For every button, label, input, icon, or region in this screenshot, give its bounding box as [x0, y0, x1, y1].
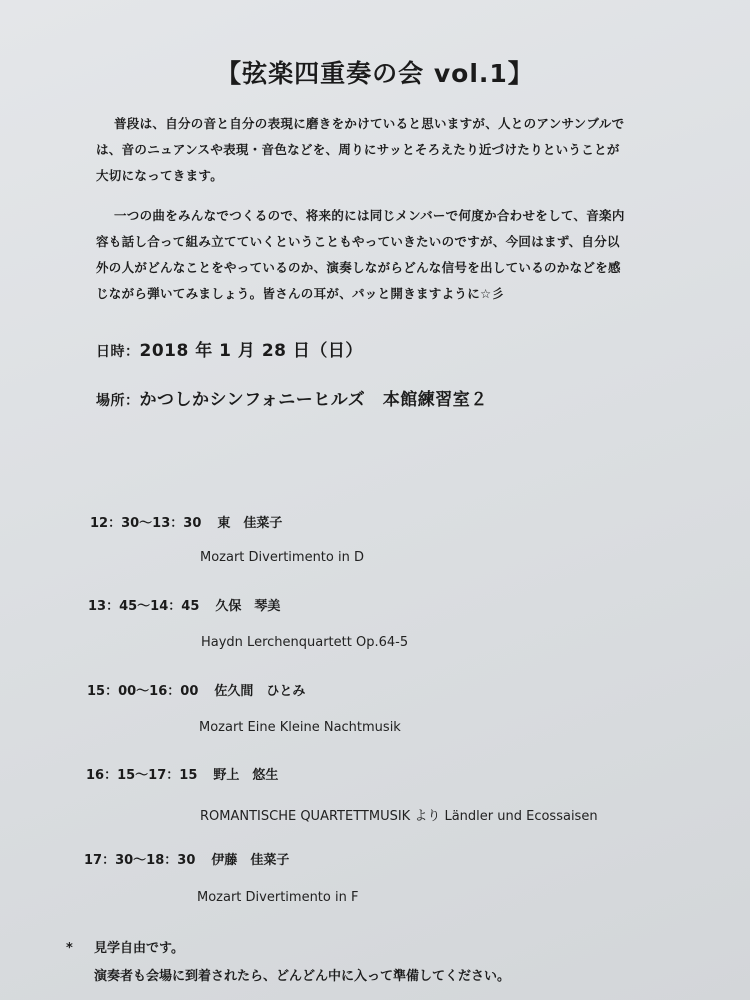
- note-text: 見学自由です。: [94, 941, 184, 956]
- intro-line: じながら弾いてみましょう。皆さんの耳が、パッと開きますように☆彡: [96, 286, 505, 301]
- schedule-slot: [87, 680, 305, 699]
- intro-line: は、音のニュアンスや表現・音色などを、周りにサッとそろえたり近づけたりということが: [96, 142, 620, 157]
- intro-paragraph-1: [96, 111, 696, 189]
- event-date: [96, 336, 363, 361]
- intro-line: 大切になってきます。: [96, 168, 224, 183]
- slot-piece: ROMANTISCHE QUARTETTMUSIK より Ländler und Ecossaisen: [200, 809, 598, 824]
- slot-time: 15：00～16：00: [87, 684, 199, 699]
- date-value: 2018 年 1 月 28 日（日）: [139, 341, 363, 361]
- intro-line: 普段は、自分の音と自分の表現に磨きをかけていると思いますが、人とのアンサンブルで: [114, 116, 625, 131]
- slot-piece: Haydn Lerchenquartett Op.64-5: [201, 635, 409, 650]
- slot-piece: Mozart Eine Kleine Nachtmusik: [199, 720, 401, 735]
- slot-performer: 東 佳菜子: [217, 516, 283, 531]
- note-asterisk: *: [66, 941, 73, 956]
- intro-line: 容も話し合って組み立てていくということもやっていきたいのですが、今回はまず、自分以: [96, 234, 620, 249]
- intro-line: 一つの曲をみんなでつくるので、将来的には同じメンバーで何度か合わせをして、音楽内: [114, 208, 625, 223]
- place-value: かつしかシンフォニーヒルズ 本館練習室２: [139, 390, 488, 410]
- slot-time: 13：45～14：45: [88, 599, 200, 614]
- date-label: 日時：: [96, 344, 140, 360]
- slot-performer: 伊藤 佳菜子: [211, 853, 290, 868]
- slot-piece: Mozart Divertimento in D: [200, 550, 364, 565]
- schedule-slot: [90, 512, 282, 531]
- slot-time: 12：30～13：30: [90, 516, 202, 531]
- slot-time: 17：30～18：30: [84, 853, 196, 868]
- intro-line: 外の人がどんなことをやっているのか、演奏しながらどんな信号を出しているのかなどを感: [96, 260, 621, 275]
- note-line-2: [66, 963, 510, 991]
- slot-piece: Mozart Divertimento in F: [197, 890, 359, 905]
- schedule-slot: [86, 764, 278, 783]
- slot-performer: 久保 琴美: [215, 599, 281, 614]
- event-place: [96, 385, 488, 410]
- place-label: 場所：: [96, 393, 140, 409]
- notes: [66, 935, 510, 991]
- slot-time: 16：15～17：15: [86, 768, 198, 783]
- schedule-slot: [88, 595, 280, 614]
- note-line-1: [66, 935, 510, 963]
- document-title: 【弦楽四重奏の会 vol.1】: [216, 59, 534, 88]
- note-text: 演奏者も会場に到着されたら、どんどん中に入って準備してください。: [94, 969, 511, 984]
- intro-paragraph-2: [96, 203, 696, 307]
- schedule-slot: [84, 849, 289, 868]
- slot-performer: 佐久間 ひとみ: [214, 684, 306, 699]
- slot-performer: 野上 悠生: [213, 768, 279, 783]
